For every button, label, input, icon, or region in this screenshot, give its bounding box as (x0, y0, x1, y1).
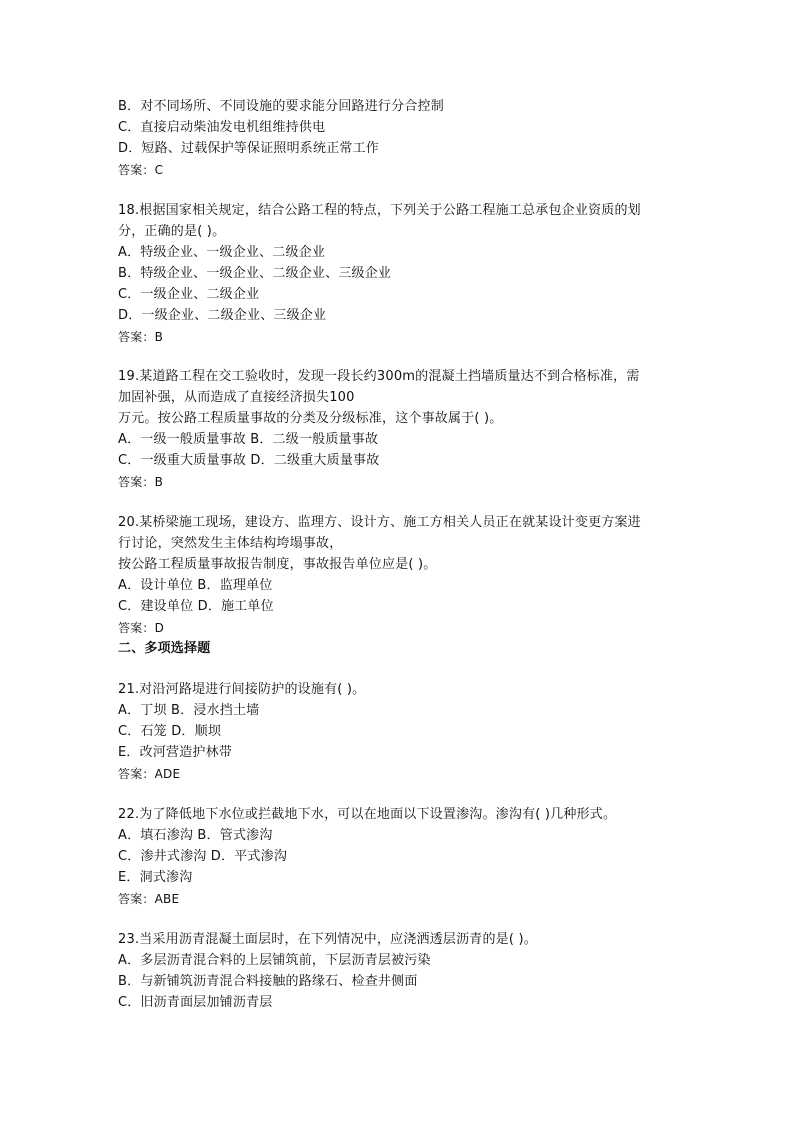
option-line: C．建设单位 D．施工单位 (118, 599, 274, 614)
option-line: C．一级重大质量事故 D．二级重大质量事故 (118, 453, 380, 468)
section-heading: 二、多项选择题 (118, 641, 211, 656)
option-line: C．直接启动柴油发电机组维持供电 (118, 120, 326, 135)
option-line: E．洞式渗沟 (118, 870, 193, 885)
option-line: D．一级企业、二级企业、三级企业 (118, 308, 327, 323)
option-line: C．一级企业、二级企业 (118, 287, 260, 302)
answer-line: 答案：B (118, 475, 164, 489)
option-line: A．丁坝 B．浸水挡土墙 (118, 703, 260, 718)
answer-line: 答案：ADE (118, 767, 181, 781)
option-line: C．石笼 D．顺坝 (118, 724, 222, 739)
option-line: B．与新铺筑沥青混合料接触的路缘石、检查井侧面 (118, 974, 418, 989)
option-line: E．改河营造护林带 (118, 745, 233, 760)
option-line: B．特级企业、一级企业、二级企业、三级企业 (118, 266, 392, 281)
answer-line: 答案：C (118, 163, 164, 177)
question-23: 23.当采用沥青混凝土面层时，在下列情况中，应浇洒透层沥青的是( )。 (118, 932, 537, 947)
question-line: 加固补强，从而造成了直接经济损失100 (118, 390, 355, 405)
answer-line: 答案：D (118, 621, 165, 635)
question-19: 19.某道路工程在交工验收时，发现一段长约300m的混凝土挡墙质量达不到合格标准，需 (118, 369, 640, 384)
option-line: A．设计单位 B．监理单位 (118, 578, 273, 593)
question-line: 按公路工程质量事故报告制度，事故报告单位应是( )。 (118, 557, 437, 572)
option-line: A．多层沥青混合料的上层铺筑前，下层沥青层被污染 (118, 953, 431, 968)
question-20: 20.某桥梁施工现场，建设方、监理方、设计方、施工方相关人员正在就某设计变更方案进 (118, 515, 641, 530)
option-line: A．一级一般质量事故 B．二级一般质量事故 (118, 432, 379, 447)
question-21: 21.对沿河路堤进行间接防护的设施有( )。 (118, 682, 366, 697)
option-line: D．短路、过载保护等保证照明系统正常工作 (118, 141, 380, 156)
question-line: 分，正确的是( )。 (118, 224, 226, 239)
answer-line: 答案：B (118, 330, 164, 344)
option-line: B．对不同场所、不同设施的要求能分回路进行分合控制 (118, 99, 444, 114)
option-line: A．填石渗沟 B．管式渗沟 (118, 828, 273, 843)
question-22: 22.为了降低地下水位或拦截地下水，可以在地面以下设置渗沟。渗沟有( )几种形式。 (118, 807, 617, 822)
question-line: 万元。按公路工程质量事故的分类及分级标准，这个事故属于( )。 (118, 411, 503, 426)
option-line: C．旧沥青面层加铺沥青层 (118, 995, 273, 1010)
answer-line: 答案：ABE (118, 892, 180, 906)
question-18: 18.根据国家相关规定，结合公路工程的特点，下列关于公路工程施工总承包企业资质的划 (118, 203, 641, 218)
question-line: 行讨论，突然发生主体结构垮塌事故， (118, 536, 343, 551)
option-line: A．特级企业、一级企业、二级企业 (118, 245, 326, 260)
option-line: C．渗井式渗沟 D．平式渗沟 (118, 849, 288, 864)
